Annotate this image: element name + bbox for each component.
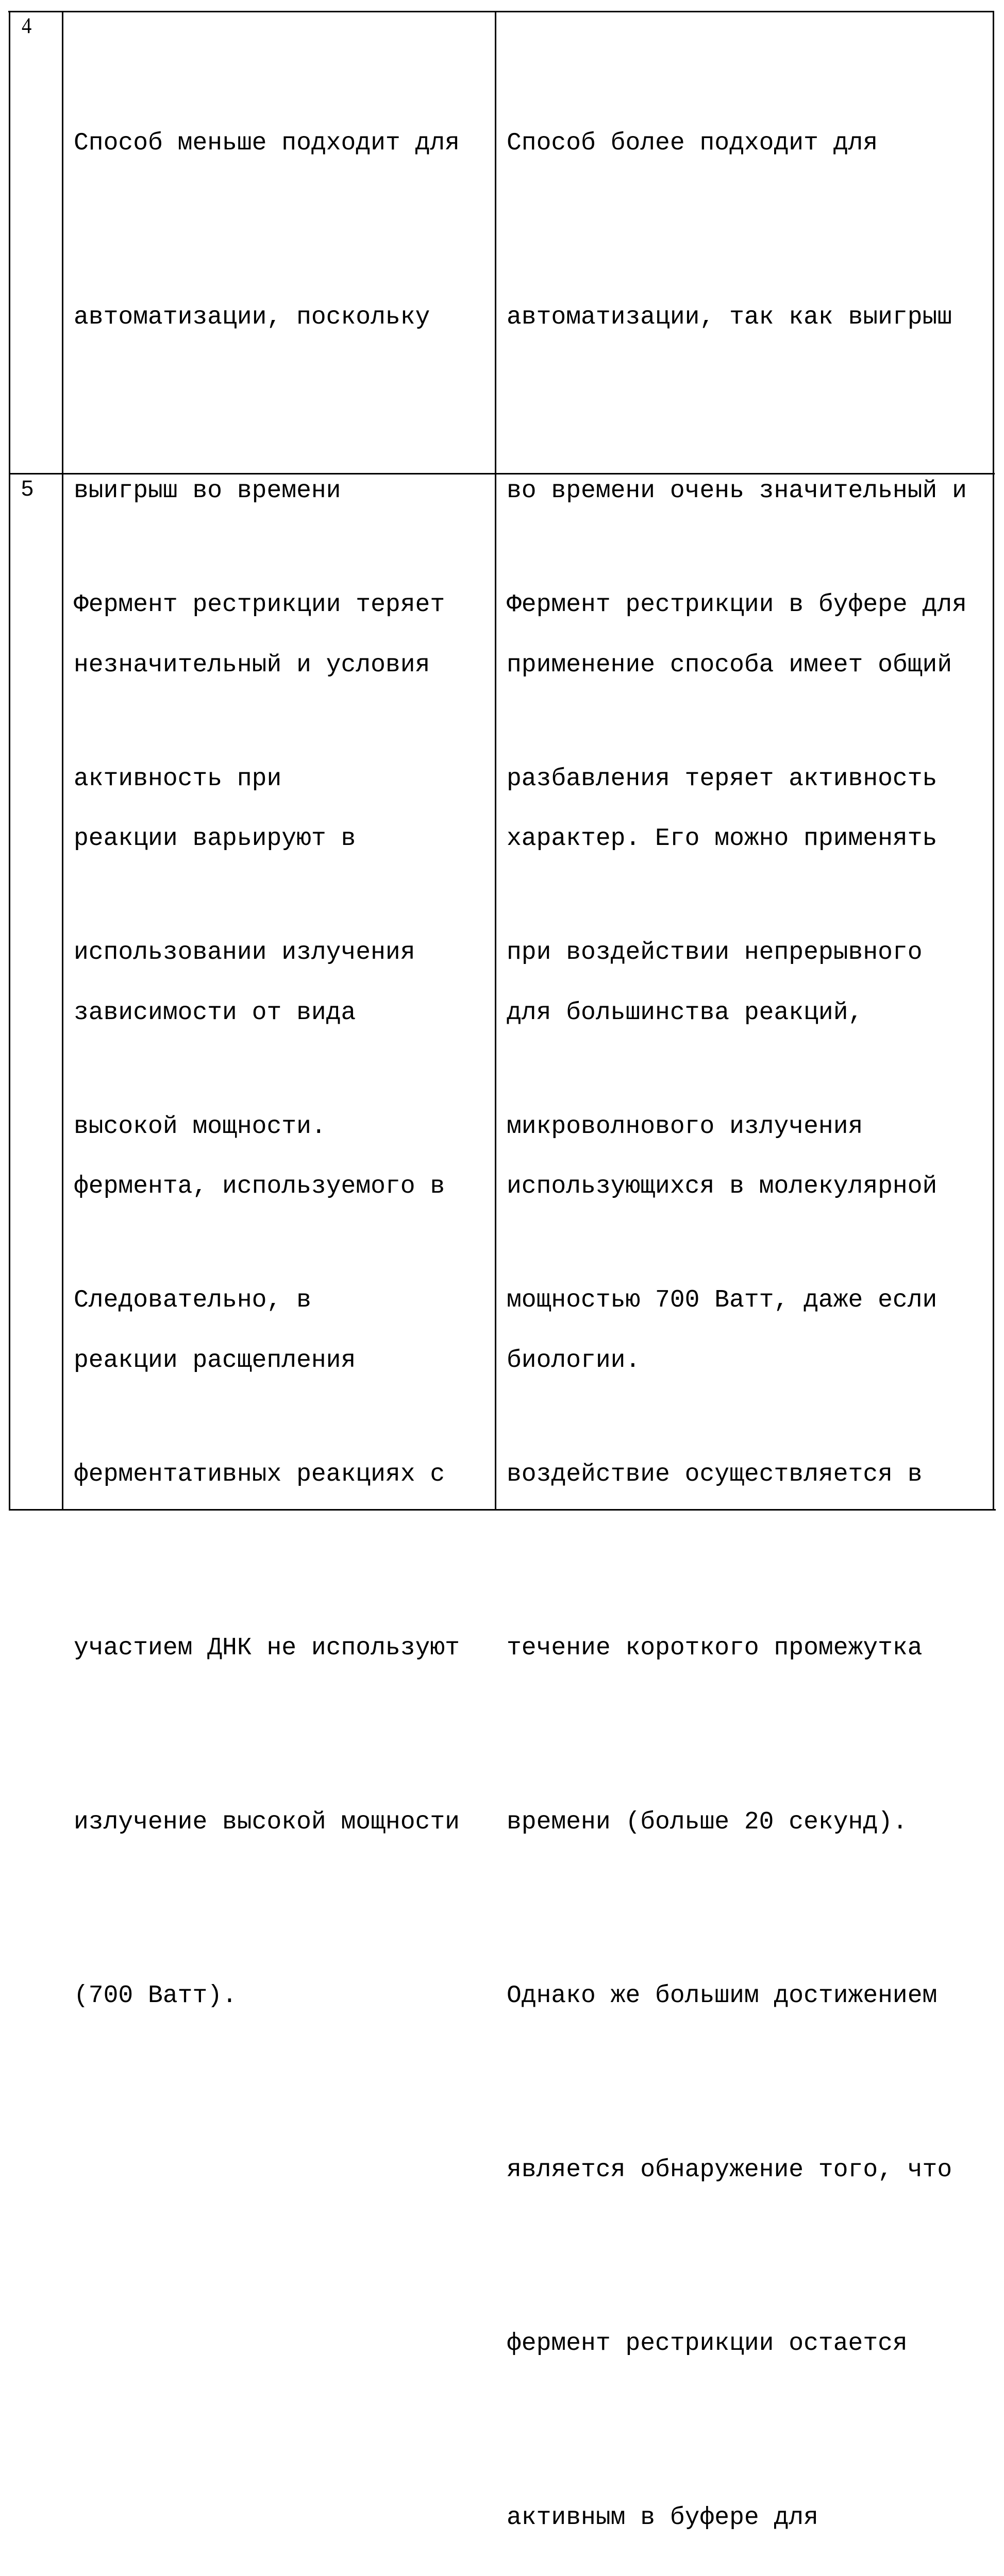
cell-line: фермента, используемого в — [74, 1158, 460, 1216]
cell-line: использующихся в молекулярной — [507, 1158, 967, 1216]
row-number: 4 — [22, 15, 31, 37]
cell-line: Фермент рестрикции в буфере для — [507, 576, 967, 634]
cell-line: во времени очень значительный и — [507, 462, 967, 520]
cell-line: высокой мощности. — [74, 1098, 460, 1156]
cell-line: активным в буфере для — [507, 2489, 967, 2547]
cell-line: воздействие осуществляется в — [507, 1446, 967, 1504]
cell-line: Способ более подходит для — [507, 114, 967, 173]
cell-line: зависимости от вида — [74, 984, 460, 1042]
cell-line: биологии. — [507, 1332, 967, 1390]
cell-line: (700 Ватт). — [74, 1967, 460, 2025]
cell-line: мощностью 700 Ватт, даже если — [507, 1272, 967, 1330]
cell-line: фермент рестрикции остается — [507, 2315, 967, 2373]
cell-line: автоматизации, поскольку — [74, 289, 460, 347]
cell-line: Способ меньше подходит для — [74, 114, 460, 173]
row-number: 5 — [21, 478, 34, 500]
table-left-border — [9, 11, 10, 1511]
cell-line: использовании излучения — [74, 924, 460, 982]
cell-line: течение короткого промежутка — [507, 1619, 967, 1677]
cell-line: участием ДНК не используют — [74, 1619, 460, 1677]
cell-line: Фермент рестрикции теряет — [74, 576, 460, 634]
cell-line: излучение высокой мощности — [74, 1793, 460, 1852]
cell-line: реакции варьируют в — [74, 810, 460, 868]
cell-line: времени (больше 20 секунд). — [507, 1793, 967, 1852]
cell-line: Следовательно, в — [74, 1272, 460, 1330]
number-column-divider — [62, 11, 63, 1511]
cell-line: незначительный и условия — [74, 636, 460, 694]
cell-line: микроволнового излучения — [507, 1098, 967, 1156]
cell-line: применение способа имеет общий — [507, 636, 967, 694]
cell-line: для большинства реакций, — [507, 984, 967, 1042]
cell-line: автоматизации, так как выигрыш — [507, 289, 967, 347]
cell-line: при воздействии непрерывного — [507, 924, 967, 982]
cell-line: выигрыш во времени — [74, 462, 460, 520]
cell-line: характер. Его можно применять — [507, 810, 967, 868]
cell-line: Однако же большим достижением — [507, 1967, 967, 2025]
table-right-border — [993, 11, 994, 1511]
row-5-left-cell — [74, 460, 460, 2141]
document-page — [0, 0, 1004, 1519]
cell-line: активность при — [74, 750, 460, 808]
middle-column-divider — [495, 11, 496, 1511]
row-5-right-cell — [507, 460, 967, 2576]
cell-line: является обнаружение того, что — [507, 2141, 967, 2199]
cell-line: реакции расщепления — [74, 1332, 460, 1390]
cell-line: ферментативных реакциях с — [74, 1446, 460, 1504]
cell-line: разбавления теряет активность — [507, 750, 967, 808]
